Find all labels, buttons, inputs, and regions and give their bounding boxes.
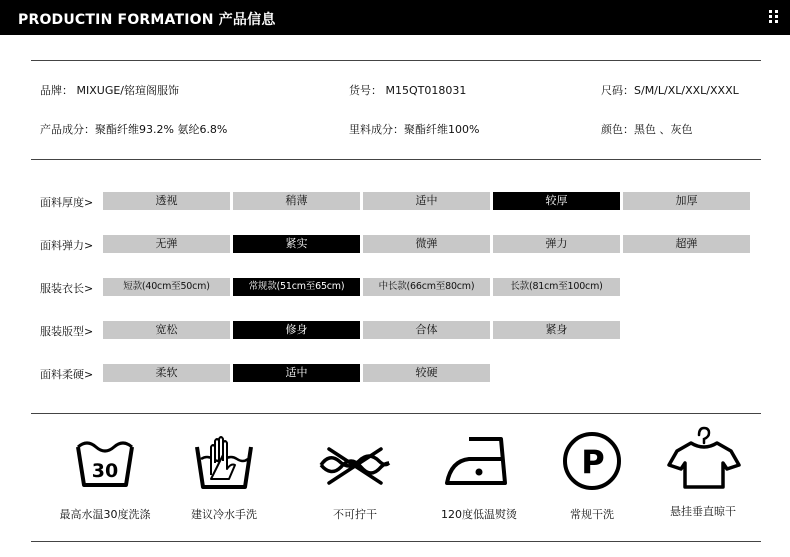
attribute-label: 服装衣长> <box>40 282 94 295</box>
lining-info: 里料成分：聚酯纤维100% <box>349 123 480 136</box>
thickness-option-selected: 较厚 <box>493 192 620 210</box>
thickness-option: 加厚 <box>623 192 750 210</box>
thickness-option: 稍薄 <box>233 192 360 210</box>
care-label: 建议冷水手洗 <box>191 508 257 521</box>
attribute-label: 服装版型> <box>40 325 94 338</box>
page-title: PRODUCTIN FORMATION 产品信息 <box>18 12 276 28</box>
care-item-wash <box>45 425 165 525</box>
wash-temperature-text: 30 <box>91 460 119 482</box>
softness-option: 较硬 <box>363 364 490 382</box>
care-item-hand-wash <box>164 425 284 525</box>
care-label: 最高水温30度洗涤 <box>59 508 151 521</box>
length-option-selected: 常规款(51cm至65cm) <box>233 278 360 296</box>
dry-clean-p-icon <box>557 425 627 495</box>
length-option: 中长款(66cm至80cm) <box>363 278 490 296</box>
fit-option: 合体 <box>363 321 490 339</box>
size-info: 尺码：S/M/L/XL/XXL/XXXL <box>601 84 739 97</box>
thickness-option: 透视 <box>103 192 230 210</box>
do-not-wring-icon <box>315 425 395 495</box>
divider <box>31 413 761 414</box>
fit-option: 紧身 <box>493 321 620 339</box>
care-item-no-wring <box>295 425 415 525</box>
divider <box>31 60 761 61</box>
fit-option: 宽松 <box>103 321 230 339</box>
thickness-option: 适中 <box>363 192 490 210</box>
care-item-hang-dry <box>643 425 763 525</box>
care-label: 120度低温熨烫 <box>441 508 517 521</box>
hang-dry-icon <box>663 425 743 497</box>
care-label: 常规干洗 <box>570 508 614 521</box>
attribute-label: 面料厚度> <box>40 196 94 209</box>
care-label: 悬挂垂直晾干 <box>670 505 736 518</box>
dry-clean-letter: P <box>581 443 605 481</box>
softness-option-selected: 适中 <box>233 364 360 382</box>
divider <box>31 541 761 542</box>
elasticity-option: 弹力 <box>493 235 620 253</box>
softness-option: 柔软 <box>103 364 230 382</box>
fit-option-selected: 修身 <box>233 321 360 339</box>
elasticity-option: 无弹 <box>103 235 230 253</box>
divider <box>31 159 761 160</box>
color-info: 颜色：黑色 、灰色 <box>601 123 693 136</box>
elasticity-option: 超弹 <box>623 235 750 253</box>
dots-menu-icon <box>769 10 778 24</box>
elasticity-option-selected: 紧实 <box>233 235 360 253</box>
attribute-label: 面料弹力> <box>40 239 94 252</box>
care-item-dry-clean <box>532 425 652 525</box>
item-number-info: 货号： M15QT018031 <box>349 84 467 97</box>
attribute-label: 面料柔硬> <box>40 368 94 381</box>
wash-30-icon <box>70 425 140 495</box>
length-option: 短款(40cm至50cm) <box>103 278 230 296</box>
hand-wash-icon <box>189 425 259 495</box>
care-item-iron <box>419 425 539 525</box>
brand-info: 品牌： MIXUGE/铭瑄阁服饰 <box>40 84 179 97</box>
iron-low-icon <box>439 425 519 495</box>
composition-info: 产品成分：聚酯纤维93.2% 氨纶6.8% <box>40 123 228 136</box>
length-option: 长款(81cm至100cm) <box>493 278 620 296</box>
care-label: 不可拧干 <box>333 508 377 521</box>
header-bar <box>0 0 790 35</box>
elasticity-option: 微弹 <box>363 235 490 253</box>
